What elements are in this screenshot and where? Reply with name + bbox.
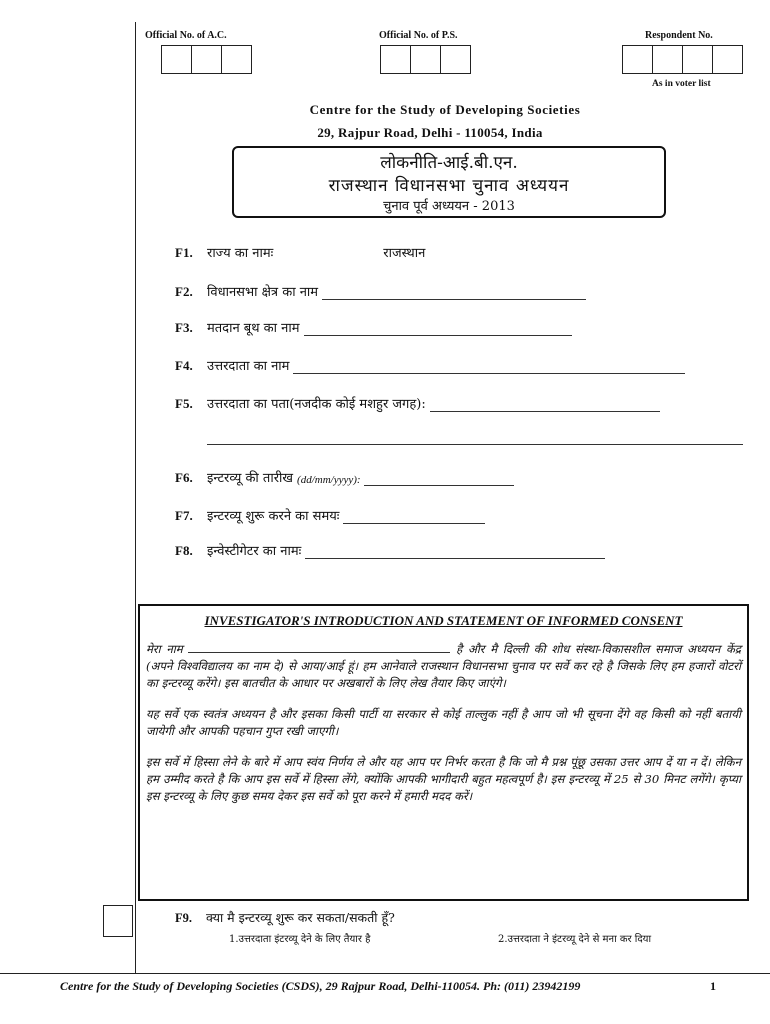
consent-title: INVESTIGATOR'S INTRODUCTION AND STATEMENT OF INFORMED CONSENT — [204, 613, 683, 628]
consent-paragraph-3: इस सर्वे में हिस्सा लेने के बारे में आप स्वंय निर्णय ले और यह आप पर निर्भर करता है कि जो मै प्रश्न पूंछू उसका उत्तर आप दें या न दें। लेकिन हम उम्मीद करते है कि आप इस सर्वे में हिस्सा लेंगे, क्योंकि आपकी भागीदारी बहुत महत्वपूर्ण है। इस इन्टरव्यू में 25 से 30 मिनट लगेंगे। कृप्या इस इन्टरव्यू के लिए कुछ समय देकर इस सर्वे को पूरा करने में हमारी मदद करें। — [146, 755, 741, 803]
field-number: F3. — [175, 320, 193, 335]
field-f4 — [175, 356, 685, 374]
consent-statement-box — [138, 604, 749, 901]
consent-p1-rest: है और मै दिल्ली की शोध संस्था-विकासशील समाज अध्ययन केंद्र (अपने विश्वविद्यालय का नाम दे) से आया/आई हूं। हम आनेवाले राजस्थान विधानसभा चुनाव पर सर्वे कर रहे है जिसके लिए हम हजारों वोटरों का इन्टरव्यू करेंगे। इस बातचीत के आधार पर अखबारों के लिए लेख तैयार किए जाएंगे। — [146, 642, 742, 690]
field-number: F5. — [175, 396, 193, 411]
field-f2 — [175, 282, 586, 300]
footer-divider — [0, 973, 770, 974]
respondent-name-input[interactable] — [293, 359, 685, 374]
respondent-number-label: Respondent No. — [645, 30, 713, 41]
interview-time-input[interactable] — [343, 509, 485, 524]
title-lokniti: लोकनीति-आई.बी.एन. — [380, 153, 518, 173]
respondent-number-boxes[interactable] — [623, 45, 743, 74]
respondent-digit-box[interactable] — [652, 45, 683, 74]
field-number: F8. — [175, 543, 193, 558]
title-election-study: राजस्थान विधानसभा चुनाव अध्ययन — [328, 176, 570, 196]
ac-number-label: Official No. of A.C. — [145, 30, 227, 41]
interview-time-label: इन्टरव्यू शुरू करने का समयः — [207, 509, 340, 524]
investigator-name-blank[interactable] — [188, 641, 450, 653]
respondent-address-input-line2[interactable] — [207, 430, 743, 445]
polling-booth-input[interactable] — [304, 321, 572, 336]
state-name-label: राज्य का नामः — [207, 246, 274, 261]
consent-paragraph-2: यह सर्वे एक स्वतंत्र अध्ययन है और इसका किसी पार्टी या सरकार से कोई ताल्लुक नहीं है आप जो भी सूचना देंगे वह किसी को नहीं बतायी जायेगी और आपकी पहचान गुप्त रखी जाएगी। — [146, 707, 741, 738]
f9-question: क्या मै इन्टरव्यू शुरू कर सकता/सकती हूँ? — [206, 910, 395, 925]
polling-booth-label: मतदान बूथ का नाम — [207, 321, 300, 336]
ps-number-boxes[interactable] — [381, 45, 471, 74]
ps-digit-box[interactable] — [440, 45, 471, 74]
survey-title-box — [232, 146, 666, 218]
date-format-hint: (dd/mm/yyyy): — [297, 474, 361, 486]
field-f7 — [175, 506, 485, 524]
field-f1 — [175, 243, 425, 261]
field-f3 — [175, 318, 572, 336]
title-pre-poll: चुनाव पूर्व अध्ययन - 2013 — [383, 199, 515, 214]
respondent-digit-box[interactable] — [682, 45, 713, 74]
page-number: 1 — [710, 979, 716, 993]
respondent-address-label: उत्तरदाता का पता(नजदीक कोई मशहुर जगह): — [207, 397, 426, 412]
footer-text: Centre for the Study of Developing Societies (CSDS), 29 Rajpur Road, Delhi-110054. Ph: (011) 23942199 — [60, 979, 581, 993]
voter-list-note: As in voter list — [652, 79, 711, 89]
field-number: F6. — [175, 470, 193, 485]
field-number: F4. — [175, 358, 193, 373]
investigator-name-input[interactable] — [305, 544, 605, 559]
ac-digit-box[interactable] — [191, 45, 222, 74]
ac-number-boxes[interactable] — [162, 45, 252, 74]
field-number: F9. — [175, 911, 193, 925]
investigator-name-label: इन्वेस्टीगेटर का नामः — [207, 544, 302, 559]
f9-response-box[interactable] — [103, 905, 133, 937]
field-f5 — [175, 394, 660, 412]
ps-digit-box[interactable] — [410, 45, 441, 74]
consent-p1-start: मेरा नाम — [146, 642, 183, 656]
ps-number-label: Official No. of P.S. — [379, 30, 458, 41]
constituency-label: विधानसभा क्षेत्र का नाम — [207, 285, 319, 300]
field-f6 — [175, 468, 514, 486]
field-number: F2. — [175, 284, 193, 299]
institution-name: Centre for the Study of Developing Societies — [309, 102, 581, 117]
field-f8 — [175, 541, 605, 559]
state-name-value: राजस्थान — [383, 246, 426, 261]
field-number: F7. — [175, 508, 193, 523]
left-margin-rule — [135, 22, 136, 974]
respondent-digit-box[interactable] — [712, 45, 743, 74]
f9-option-agree[interactable]: 1.उत्तरदाता इंटरव्यू देने के लिए तैयार है — [229, 934, 371, 945]
interview-date-label: इन्टरव्यू की तारीख — [207, 471, 294, 486]
respondent-name-label: उत्तरदाता का नाम — [207, 359, 290, 374]
interview-date-input[interactable] — [364, 471, 514, 486]
f9-option-refuse[interactable]: 2.उत्तरदाता ने इंटरव्यू देने से मना कर दिया — [498, 934, 652, 945]
respondent-address-input[interactable] — [430, 397, 660, 412]
constituency-input[interactable] — [322, 285, 586, 300]
field-f9 — [175, 909, 395, 926]
institution-address: 29, Rajpur Road, Delhi - 110054, India — [317, 125, 543, 140]
field-number: F1. — [175, 245, 193, 260]
ps-digit-box[interactable] — [380, 45, 411, 74]
consent-paragraph-1 — [146, 641, 741, 692]
ac-digit-box[interactable] — [161, 45, 192, 74]
respondent-digit-box[interactable] — [622, 45, 653, 74]
ac-digit-box[interactable] — [221, 45, 252, 74]
